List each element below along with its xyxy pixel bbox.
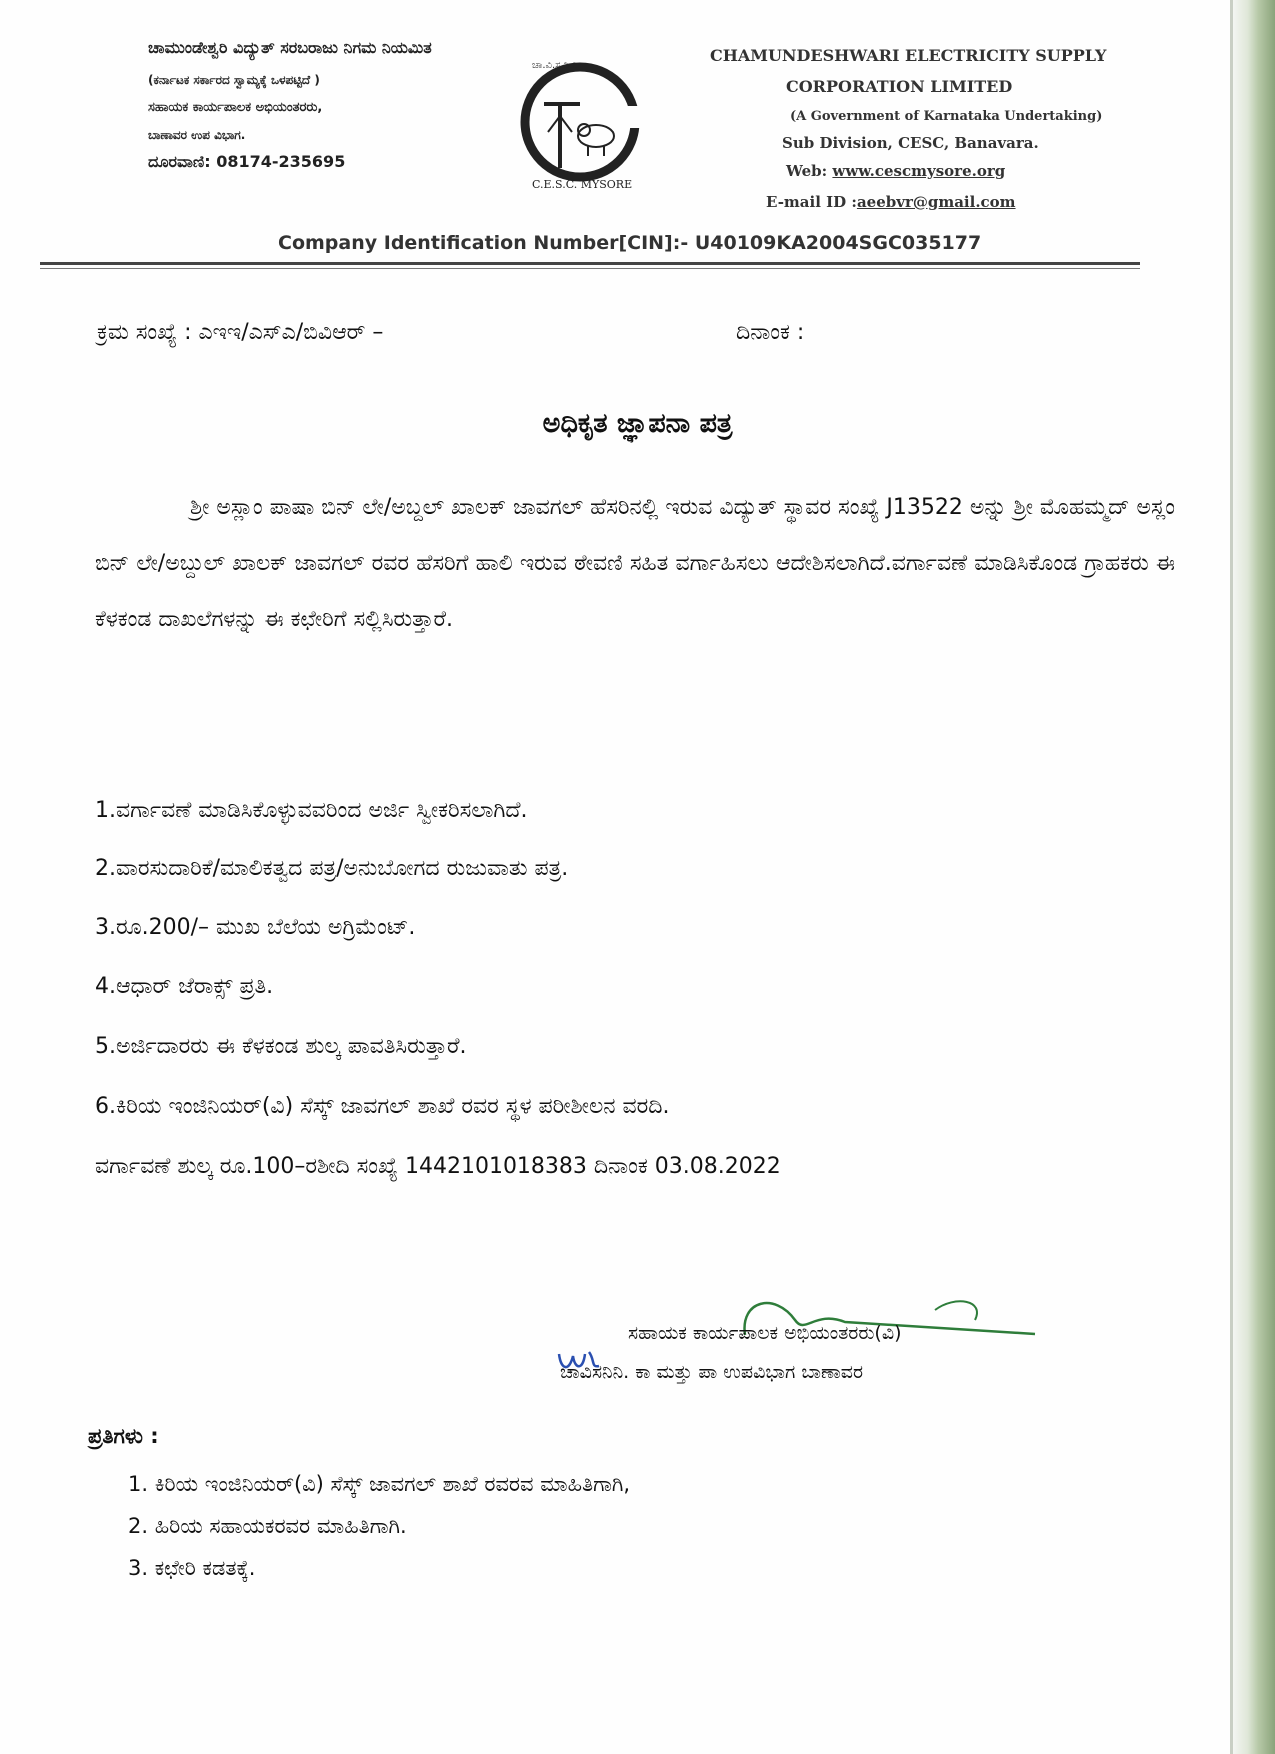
email-link[interactable]: aeebvr@gmail.com <box>856 193 1016 211</box>
english-company-line2: CORPORATION LIMITED <box>786 77 1013 96</box>
document-item-5: 5.ಅರ್ಜಿದಾರರು ಈ ಕೆಳಕಂಡ ಶುಲ್ಕ ಪಾವತಿಸಿರುತ್ತಾರೆ. <box>95 1034 467 1059</box>
copy-item-1: 1. ಕಿರಿಯ ಇಂಜಿನಿಯರ್(ವಿ) ಸೆಸ್ಕ್ ಜಾವಗಲ್ ಶಾಖೆ ರವರವ ಮಾಹಿತಿಗಾಗಿ, <box>128 1472 631 1496</box>
document-item-3: 3.ರೂ.200/– ಮುಖ ಬೆಲೆಯ ಅಗ್ರಿಮೆಂಟ್. <box>95 915 416 940</box>
kannada-company-name: ಚಾಮುಂಡೇಶ್ವರಿ ವಿದ್ಯುತ್ ಸರಬರಾಜು ನಿಗಮ ನಿಯಮಿತ <box>148 38 432 57</box>
web-label: Web: <box>786 162 833 180</box>
copy-item-3: 3. ಕಛೇರಿ ಕಡತಕ್ಕೆ. <box>128 1556 256 1580</box>
body-paragraph: ಶ್ರೀ ಅಸ್ಲಾಂ ಪಾಷಾ ಬಿನ್ ಲೇ/ಅಬ್ದಲ್ ಖಾಲಕ್ ಜಾವಗಲ್ ಹೆಸರಿನಲ್ಲಿ ಇರುವ ವಿದ್ಯುತ್ ಸ್ಥಾವರ ಸಂಖ್ಯೆ J13522 ಅನ್ನು ಶ್ರೀ ಮೊಹಮ್ಮದ್ ಅಸ್ಲಂ ಬಿನ್ ಲೇ/ಅಬ್ದುಲ್ ಖಾಲಕ್ ಜಾವಗಲ್ ರವರ ಹೆಸರಿಗೆ ಹಾಲಿ ಇರುವ ಠೇವಣಿ ಸಹಿತ ವರ್ಗಾಹಿಸಲು ಆದೇಶಿಸಲಾಗಿದೆ.ವರ್ಗಾವಣೆ ಮಾಡಿಸಿಕೊಂಡ ಗ್ರಾಹಕರು ಈ ಕೆಳಕಂಡ ದಾಖಲೆಗಳನ್ನು ಈ ಕಛೇರಿಗೆ ಸಲ್ಲಿಸಿರುತ್ತಾರೆ. <box>95 495 1175 632</box>
document-item-4: 4.ಆಧಾರ್ ಜೆರಾಕ್ಸ್ ಪ್ರತಿ. <box>95 974 274 999</box>
signatory-office: ಚಾವಿಸನಿನಿ. ಕಾ ಮತ್ತು ಪಾ ಉಪವಿಭಾಗ ಬಾಣಾವರ <box>560 1361 864 1383</box>
cesc-logo <box>510 40 650 190</box>
fee-receipt-line: ವರ್ಗಾವಣೆ ಶುಲ್ಕ ರೂ.100–ರಶೀದಿ ಸಂಖ್ಯೆ 1442101018383 ದಿನಾಂಕ 03.08.2022 <box>95 1154 781 1179</box>
document-item-6: 6.ಕಿರಿಯ ಇಂಜಿನಿಯರ್(ವಿ) ಸೆಸ್ಕ್ ಜಾವಗಲ್ ಶಾಖೆ ರವರ ಸ್ಥಳ ಪರೀಶೀಲನ ವರದಿ. <box>95 1094 670 1119</box>
cesc-logo-graphic <box>510 40 650 190</box>
english-govt-line: (A Government of Karnataka Undertaking) <box>790 109 1103 124</box>
kannada-office-line: ಸಹಾಯಕ ಕಾರ್ಯಪಾಲಕ ಅಭಿಯಂತರರು, <box>148 100 323 115</box>
cin-line: Company Identification Number[CIN]:- U40109KA2004SGC035177 <box>278 232 982 254</box>
document-title: ಅಧಿಕೃತ ಜ್ಞಾಪನಾ ಪತ್ರ <box>542 408 733 439</box>
document-item-1: 1.ವರ್ಗಾವಣೆ ಮಾಡಿಸಿಕೊಳ್ಳುವವರಿಂದ ಅರ್ಜಿ ಸ್ವೀಕರಿಸಲಾಗಿದೆ. <box>95 798 528 823</box>
logo-ring-text-top: ಚಾ.ವಿ.ಸ.ನಿ.ನಿ. <box>532 60 582 71</box>
header-rule <box>40 262 1140 265</box>
document-item-2: 2.ವಾರಸುದಾರಿಕೆ/ಮಾಲಿಕತ್ವದ ಪತ್ರ/ಅನುಬೋಗದ ರುಜುವಾತು ಪತ್ರ. <box>95 856 569 881</box>
copies-label: ಪ್ರತಿಗಳು : <box>88 1424 159 1448</box>
kannada-subdivision-line: ಬಾಣಾವರ ಉಪ ವಿಭಾಗ. <box>148 128 246 142</box>
website-link[interactable]: www.cescmysore.org <box>832 162 1006 180</box>
kannada-phone-line: ದೂರವಾಣಿ: 08174-235695 <box>148 152 346 171</box>
logo-ring-text-bottom: C.E.S.C. MYSORE <box>532 178 633 190</box>
signatory-designation: ಸಹಾಯಕ ಕಾರ್ಯಪಾಲಕ ಅಭಿಯಂತರರು(ವಿ) <box>628 1322 902 1344</box>
reference-number: ಕ್ರಮ ಸಂಖ್ಯೆ : ಎಇಇ/ಎಸ್ಎ/ಬಿವಿಆರ್ – <box>97 320 384 345</box>
copy-item-2: 2. ಹಿರಿಯ ಸಹಾಯಕರವರ ಮಾಹಿತಿಗಾಗಿ. <box>128 1514 407 1538</box>
header-rule-thin <box>40 268 1140 269</box>
english-company-line1: CHAMUNDESHWARI ELECTRICITY SUPPLY <box>710 46 1107 65</box>
english-subdivision-line: Sub Division, CESC, Banavara. <box>782 134 1039 152</box>
scanner-edge <box>1233 0 1275 1754</box>
reference-date: ದಿನಾಂಕ : <box>736 320 805 345</box>
email-label: E-mail ID : <box>766 193 857 211</box>
web-line <box>786 162 1005 180</box>
kannada-govt-line: (ಕರ್ನಾಟಕ ಸರ್ಕಾರದ ಸ್ವಾಮ್ಯಕ್ಕೆ ಒಳಪಟ್ಟಿದೆ ) <box>148 73 320 87</box>
email-line <box>766 193 1016 211</box>
